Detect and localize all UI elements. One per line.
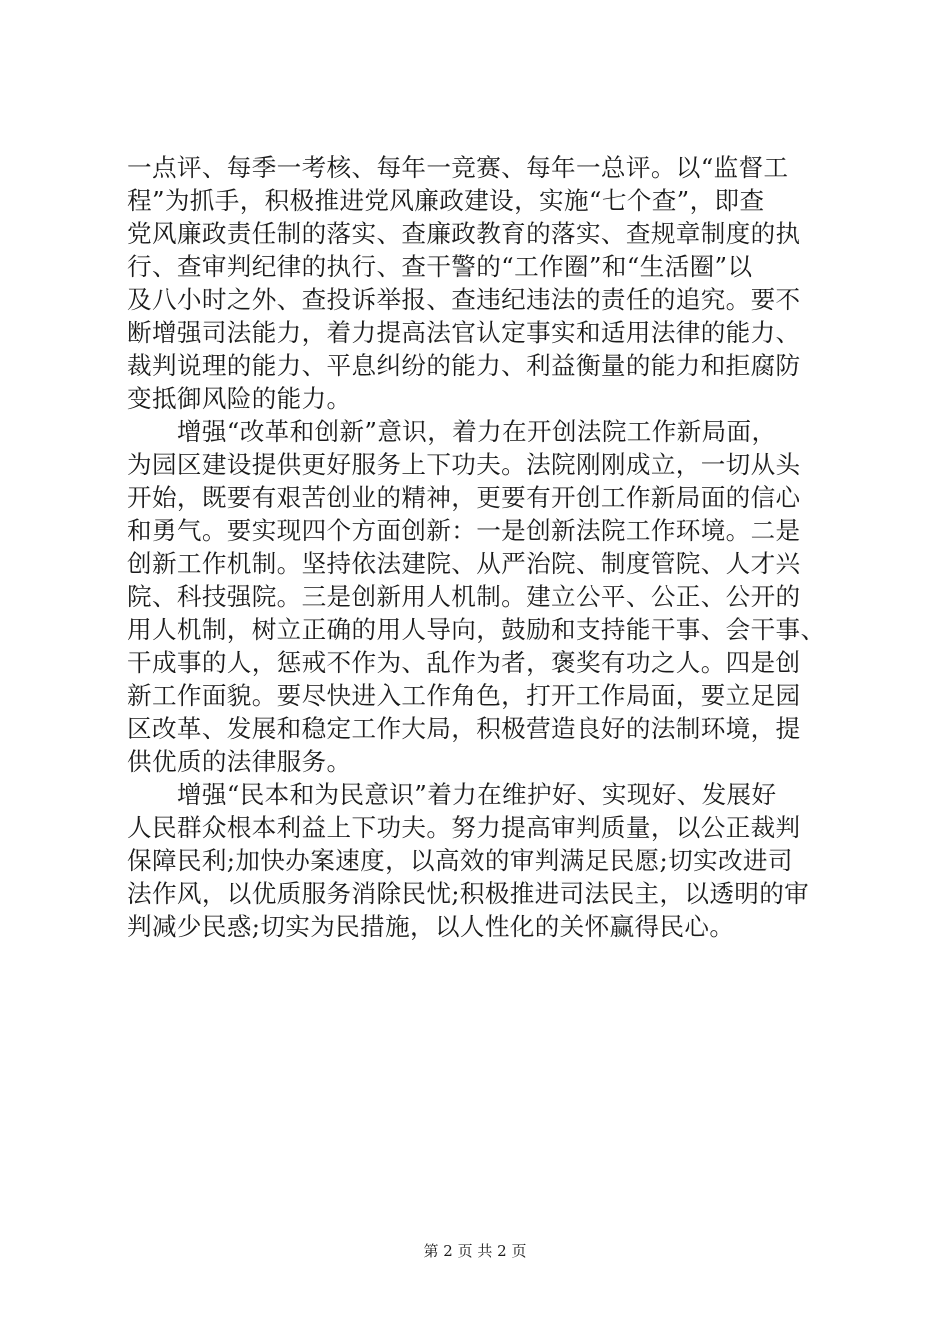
text-line: 程”为抓手，积极推进党风廉政建设，实施“七个查”，即查 bbox=[127, 186, 765, 215]
text-line: 判减少民惑;切实为民措施，以人性化的关怀赢得民心。 bbox=[127, 912, 735, 941]
text-line: 增强“民本和为民意识”着力在维护好、实现好、发展好 bbox=[127, 780, 777, 809]
text-line: 为园区建设提供更好服务上下功夫。法院刚刚成立，一切从头 bbox=[127, 450, 801, 479]
text-line: 裁判说理的能力、平息纠纷的能力、利益衡量的能力和拒腐防 bbox=[127, 351, 801, 380]
text-line: 院、科技强院。三是创新用人机制。建立公平、公正、公开的 bbox=[127, 582, 801, 611]
text-line: 法作风，以优质服务消除民忧;积极推进司法民主，以透明的审 bbox=[127, 879, 810, 908]
body-text bbox=[127, 151, 827, 943]
text-line: 开始，既要有艰苦创业的精神，更要有开创工作新局面的信心 bbox=[127, 483, 801, 512]
text-line: 创新工作机制。坚持依法建院、从严治院、制度管院、人才兴 bbox=[127, 549, 801, 578]
text-line: 供优质的法律服务。 bbox=[127, 747, 352, 776]
text-line: 和勇气。要实现四个方面创新：一是创新法院工作环境。二是 bbox=[127, 516, 801, 545]
text-line: 区改革、发展和稳定工作大局，积极营造良好的法制环境，提 bbox=[127, 714, 801, 743]
text-line: 增强“改革和创新”意识，着力在开创法院工作新局面， bbox=[127, 417, 777, 446]
text-line: 一点评、每季一考核、每年一竞赛、每年一总评。以“监督工 bbox=[127, 153, 789, 182]
text-line: 及八小时之外、查投诉举报、查违纪违法的责任的追究。要不 bbox=[127, 285, 801, 314]
text-line: 用人机制，树立正确的用人导向，鼓励和支持能干事、会干事、 bbox=[127, 615, 826, 644]
text-line: 人民群众根本利益上下功夫。努力提高审判质量，以公正裁判 bbox=[127, 813, 801, 842]
text-line: 干成事的人，惩戒不作为、乱作为者，褒奖有功之人。四是创 bbox=[127, 648, 801, 677]
text-line: 行、查审判纪律的执行、查干警的“工作圈”和“生活圈”以 bbox=[127, 252, 753, 281]
page-number-footer: 第 2 页 共 2 页 bbox=[423, 1242, 527, 1260]
text-line: 新工作面貌。要尽快进入工作角色，打开工作局面，要立足园 bbox=[127, 681, 801, 710]
text-line: 断增强司法能力，着力提高法官认定事实和适用法律的能力、 bbox=[127, 318, 801, 347]
text-line: 保障民利;加快办案速度，以高效的审判满足民愿;切实改进司 bbox=[127, 846, 793, 875]
text-line: 变抵御风险的能力。 bbox=[127, 384, 352, 413]
text-line: 党风廉政责任制的落实、查廉政教育的落实、查规章制度的执 bbox=[127, 219, 801, 248]
